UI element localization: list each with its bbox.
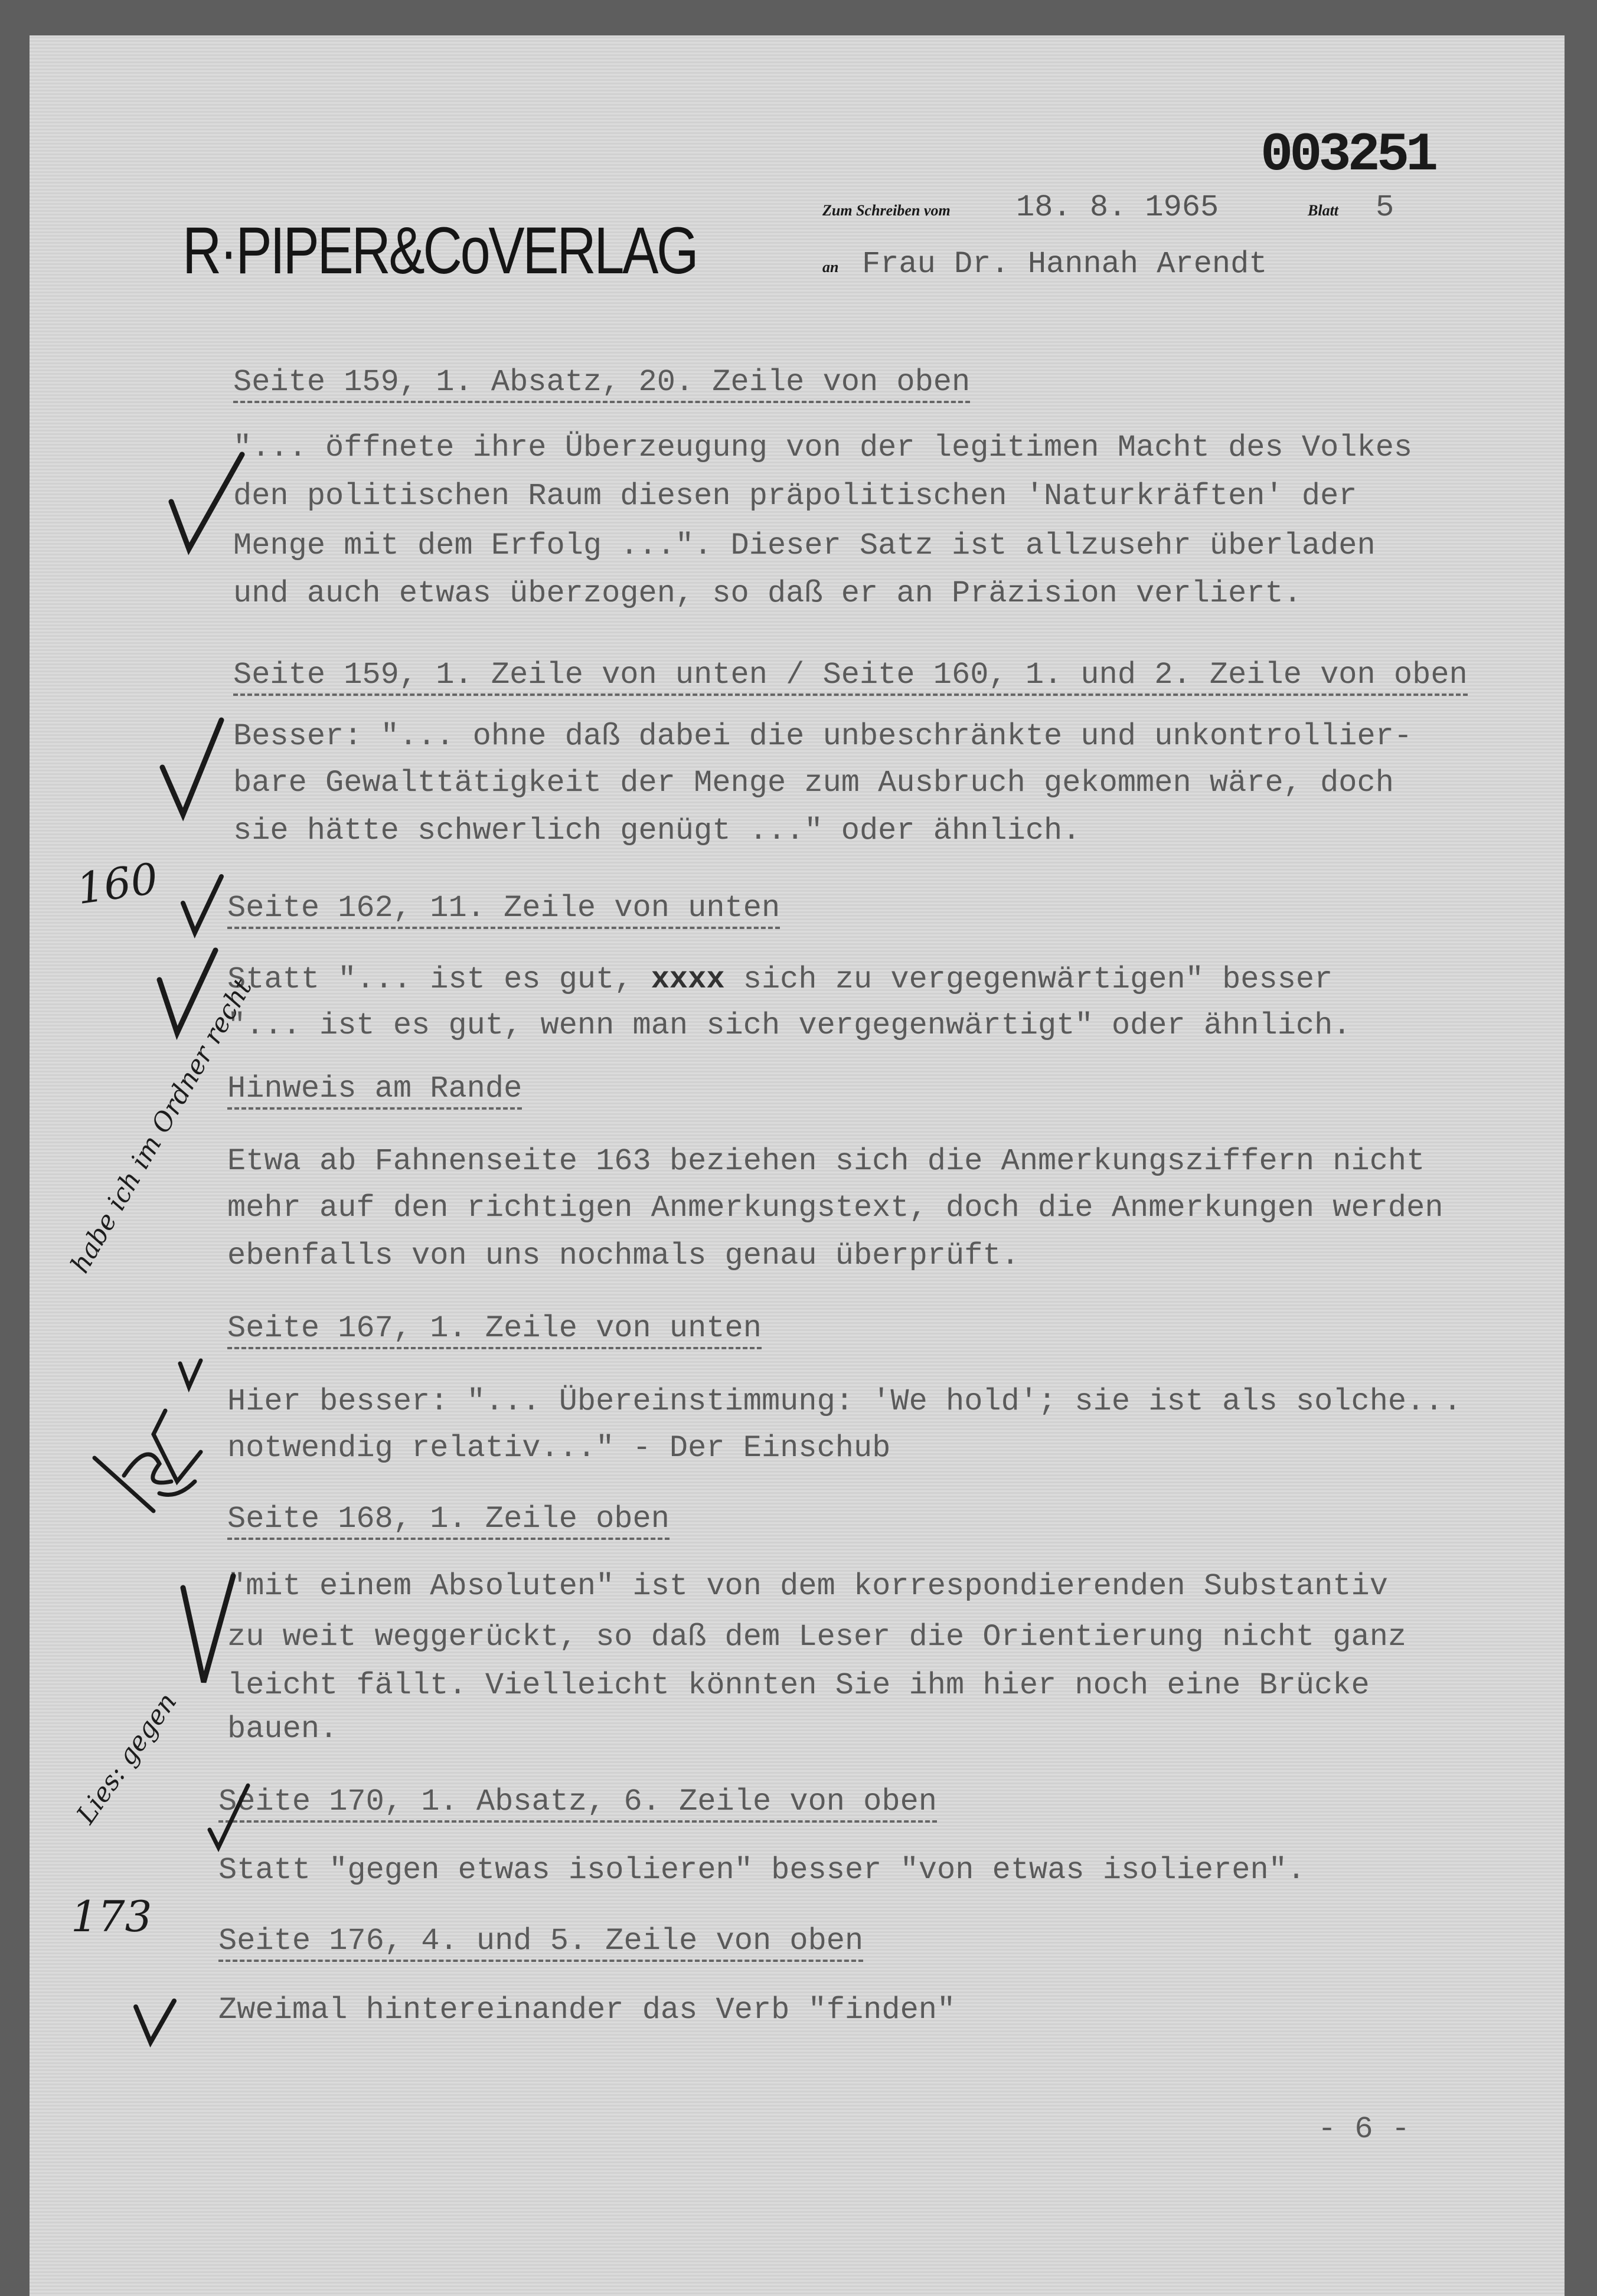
sheet-label: Blatt (1308, 202, 1339, 219)
checkmark-icon (180, 874, 227, 938)
body-line: ebenfalls von uns nochmals genau überprüft. (227, 1238, 1020, 1273)
checkmark-icon (165, 449, 248, 555)
body-line: Zweimal hintereinander das Verb "finden" (218, 1993, 956, 2027)
margin-note-173: 173 (71, 1892, 152, 1941)
body-line: Menge mit dem Erfolg ...". Dieser Satz ist allzusehr überladen (233, 528, 1376, 563)
body-line: "mit einem Absoluten" ist von dem korrespondierenden Substantiv (227, 1569, 1388, 1604)
checkmark-icon (156, 714, 227, 820)
recipient-label: an (822, 259, 839, 276)
checkmark-icon (207, 1782, 254, 1853)
margin-note-160: 160 (73, 853, 161, 914)
letter-date-label: Zum Schreiben vom (822, 202, 951, 219)
checkmark-icon (133, 1995, 180, 2048)
handwritten-scribble-icon (89, 1375, 207, 1517)
archive-reference-number: 003251 (1260, 124, 1435, 186)
body-line: leicht fällt. Vielleicht könnten Sie ihm hier noch eine Brücke (227, 1668, 1370, 1703)
section-heading: Seite 159, 1. Absatz, 20. Zeile von oben (233, 365, 970, 403)
letter-page (30, 35, 1565, 2296)
section-heading: Seite 170, 1. Absatz, 6. Zeile von oben (218, 1784, 937, 1823)
body-line (227, 962, 1333, 997)
margin-note-habe-ich: habe ich im Ordner recht (65, 973, 259, 1278)
body-line: und auch etwas überzogen, so daß er an Präzision verliert. (233, 576, 1302, 611)
section-heading: Hinweis am Rande (227, 1071, 522, 1110)
publisher-logo: R·PIPER&CoVERLAG (182, 214, 697, 287)
recipient: Frau Dr. Hannah Arendt (862, 247, 1268, 282)
section-heading: Seite 162, 11. Zeile von unten (227, 891, 780, 929)
letter-date: 18. 8. 1965 (1016, 190, 1219, 225)
body-line: bare Gewalttätigkeit der Menge zum Ausbruch gekommen wäre, doch (233, 766, 1394, 800)
page-number: - 6 - (1318, 2112, 1410, 2147)
section-heading: Seite 168, 1. Zeile oben (227, 1502, 670, 1540)
body-line: sie hätte schwerlich genügt ..." oder ähnlich. (233, 813, 1081, 848)
body-line: notwendig relativ..." - Der Einschub (227, 1431, 891, 1466)
body-line: den politischen Raum diesen präpolitischen 'Naturkräften' der (233, 479, 1357, 514)
body-line: "... öffnete ihre Überzeugung von der legitimen Macht des Volkes (233, 430, 1413, 465)
body-text: Statt "... ist es gut, (227, 962, 651, 997)
struck-out-word: xxxx (651, 962, 725, 997)
body-line: bauen. (227, 1712, 338, 1746)
section-heading: Seite 167, 1. Zeile von unten (227, 1311, 762, 1349)
body-line: Etwa ab Fahnenseite 163 beziehen sich die Anmerkungsziffern nicht (227, 1144, 1425, 1179)
body-line: Besser: "... ohne daß dabei die unbeschränkte und unkontrollier- (233, 719, 1413, 754)
body-line: "... ist es gut, wenn man sich vergegenwärtigt" oder ähnlich. (227, 1008, 1351, 1043)
checkmark-icon (154, 944, 224, 1039)
checkmark-icon (177, 1570, 242, 1688)
body-line: Hier besser: "... Übereinstimmung: 'We hold'; sie ist als solche... (227, 1384, 1462, 1419)
margin-note-lies-gegen: Lies: gegen (71, 1687, 183, 1830)
section-heading: Seite 176, 4. und 5. Zeile von oben (218, 1924, 863, 1962)
body-text: sich zu vergegenwärtigen" besser (724, 962, 1333, 997)
body-line: zu weit weggerückt, so daß dem Leser die Orientierung nicht ganz (227, 1620, 1407, 1654)
body-line: Statt "gegen etwas isolieren" besser "von etwas isolieren". (218, 1853, 1306, 1888)
sheet-number: 5 (1376, 190, 1394, 225)
body-line: mehr auf den richtigen Anmerkungstext, doch die Anmerkungen werden (227, 1190, 1443, 1225)
section-heading: Seite 159, 1. Zeile von unten / Seite 160, 1. und 2. Zeile von oben (233, 658, 1468, 696)
